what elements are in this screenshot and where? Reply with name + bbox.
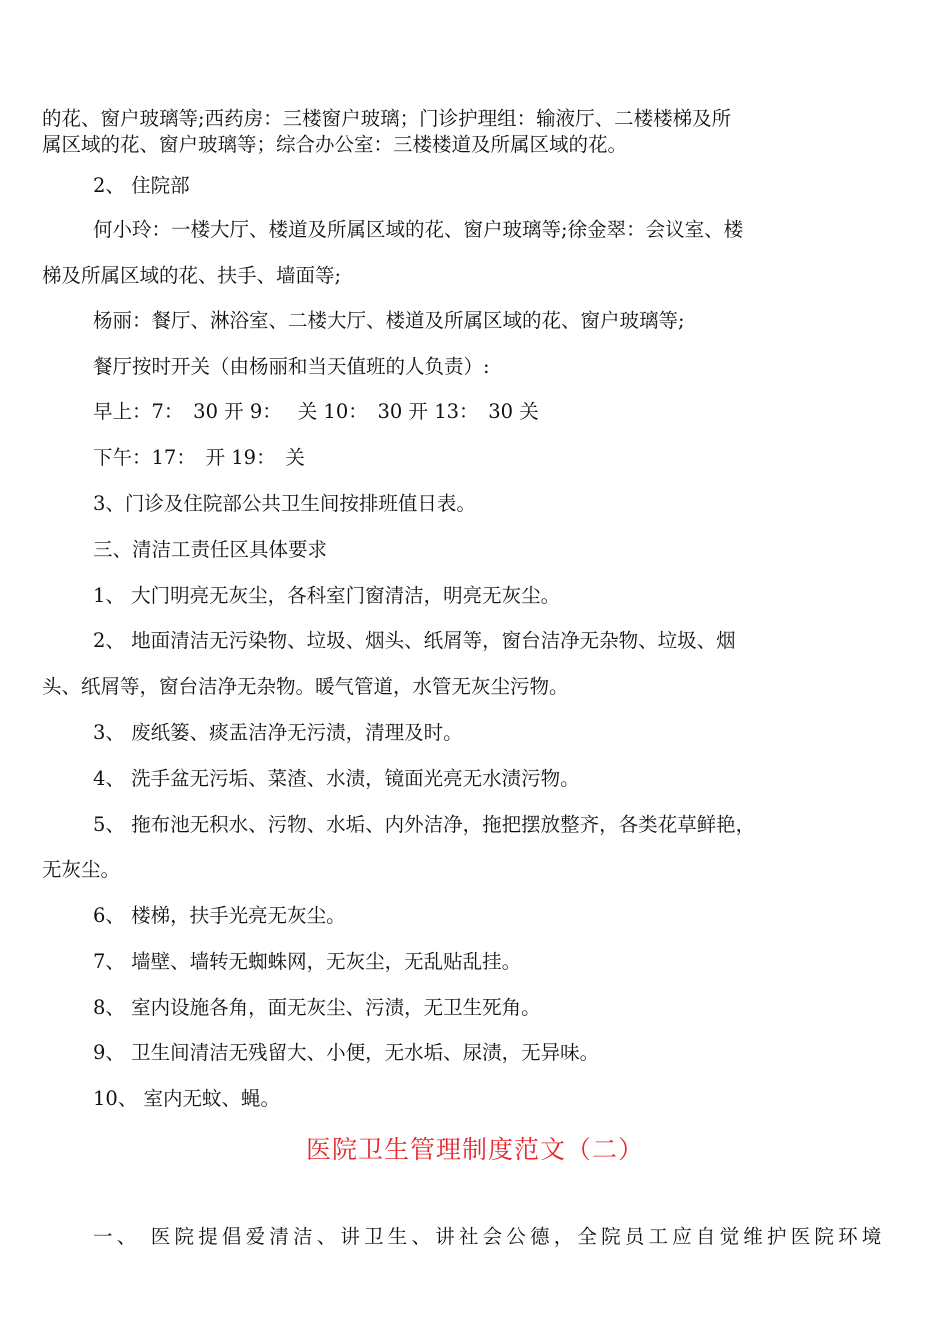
text-line: 一、 医院提倡爱清洁、讲卫生、讲社会公德，全院员工应自觉维护医院环境: [93, 1225, 886, 1248]
text-line: 梯及所属区域的花、扶手、墙面等;: [42, 264, 342, 287]
schedule-morning: 早上：7： 30 开 9： 关 10： 30 开 13： 30 关: [93, 400, 539, 423]
requirement-item: 2、 地面清洁无污染物、垃圾、烟头、纸屑等，窗台洁净无杂物、垃圾、烟: [93, 629, 736, 652]
requirement-item-cont: 无灰尘。: [42, 858, 121, 881]
requirement-item: 10、 室内无蚊、蝇。: [93, 1087, 281, 1110]
section-heading: 2、 住院部: [93, 174, 190, 197]
requirement-item: 5、 拖布池无积水、污物、水垢、内外洁净，拖把摆放整齐，各类花草鲜艳，: [93, 813, 756, 836]
text-line: 3、门诊及住院部公共卫生间按排班值日表。: [93, 492, 476, 515]
requirement-item-cont: 头、纸屑等，窗台洁净无杂物。暖气管道，水管无灰尘污物。: [42, 675, 569, 698]
requirement-item: 9、 卫生间清洁无残留大、小便，无水垢、尿渍，无异味。: [93, 1041, 600, 1064]
text-line: 的花、窗户玻璃等;西药房：三楼窗户玻璃；门诊护理组：输液厅、二楼楼梯及所: [42, 107, 732, 130]
requirement-item: 6、 楼梯，扶手光亮无灰尘。: [93, 904, 346, 927]
requirement-item: 3、 废纸篓、痰盂洁净无污渍，清理及时。: [93, 721, 463, 744]
text-line: 何小玲：一楼大厅、楼道及所属区域的花、窗户玻璃等;徐金翠：会议室、楼: [93, 218, 744, 241]
requirement-item: 7、 墙壁、墙转无蜘蛛网，无灰尘，无乱贴乱挂。: [93, 950, 522, 973]
section-heading: 三、清洁工责任区具体要求: [93, 538, 328, 561]
section-title: 医院卫生管理制度范文（二）: [305, 1135, 644, 1164]
requirement-item: 4、 洗手盆无污垢、菜渣、水渍，镜面光亮无水渍污物。: [93, 767, 580, 790]
requirement-item: 8、 室内设施各角，面无灰尘、污渍，无卫生死角。: [93, 996, 541, 1019]
text-line: 属区域的花、窗户玻璃等；综合办公室：三楼楼道及所属区域的花。: [42, 133, 628, 156]
requirement-item: 1、 大门明亮无灰尘，各科室门窗清洁，明亮无灰尘。: [93, 584, 561, 607]
schedule-afternoon: 下午：17： 开 19： 关: [93, 446, 305, 469]
text-line: 杨丽：餐厅、淋浴室、二楼大厅、楼道及所属区域的花、窗户玻璃等;: [93, 309, 685, 332]
text-line: 餐厅按时开关（由杨丽和当天值班的人负责）:: [93, 355, 490, 378]
